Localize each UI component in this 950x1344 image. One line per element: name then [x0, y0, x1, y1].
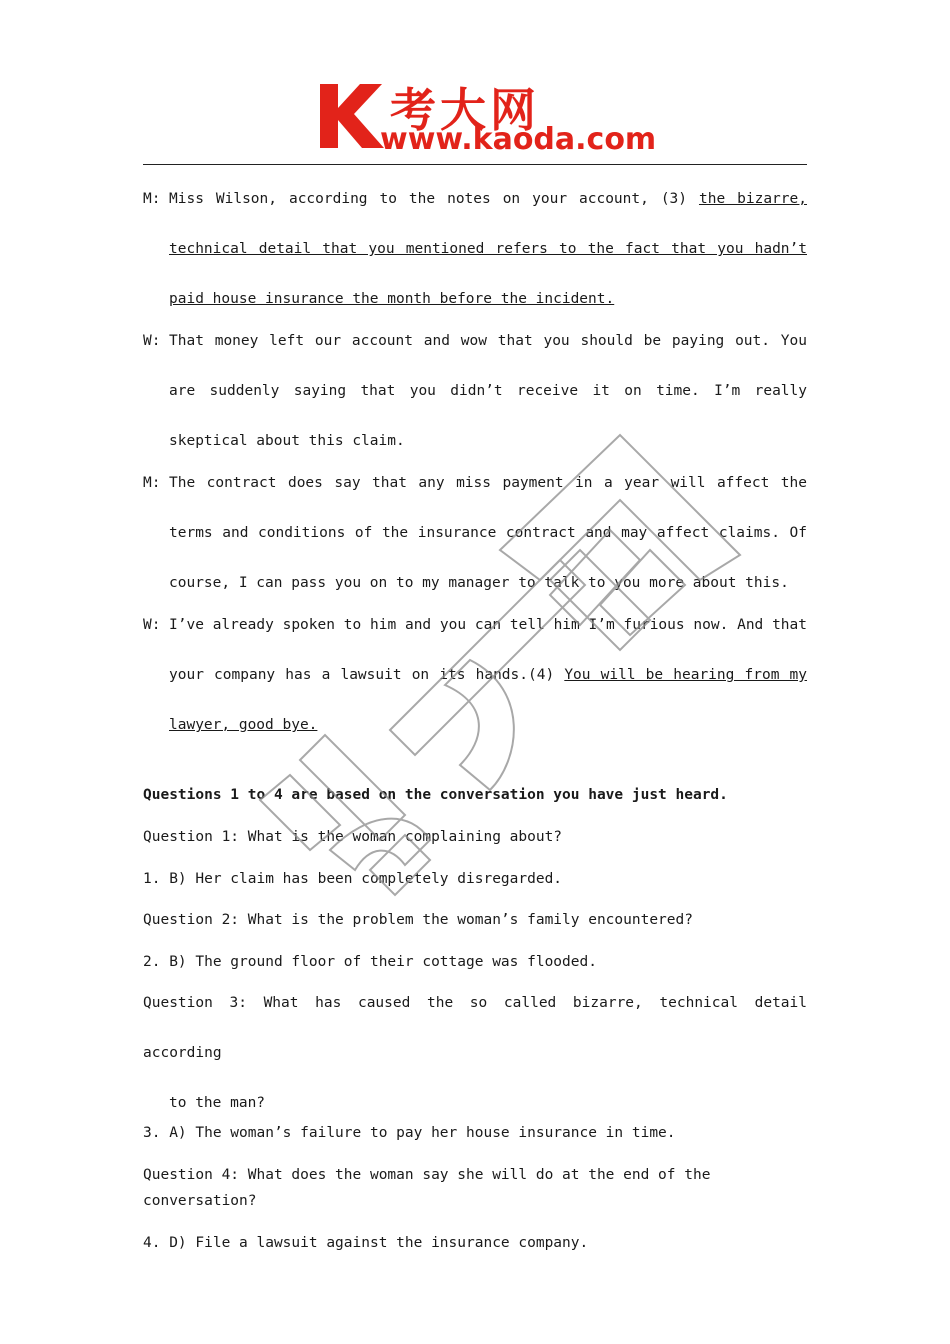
logo-chinese-text: 考大网 — [390, 83, 540, 137]
dialog-text: The contract does say that any miss payment in a year will affect the terms and conditions of the insurance contract and may affect claims. Of course, I can pass you on to my manager to talk to you more about this. — [169, 475, 807, 591]
dialog-turn — [143, 174, 807, 324]
logo-url-text: www.kaoda.com — [380, 122, 657, 157]
dialog-turn — [143, 458, 807, 608]
question-2: Question 2: What is the problem the woman’s family encountered? — [143, 912, 693, 929]
underlined-answer: the bizarre, technical detail that you mentioned refers to the fact that you hadn’t paid house insurance the month before the incident. — [169, 191, 807, 307]
questions-section — [143, 782, 807, 1271]
answer-1: 1. B) Her claim has been completely disregarded. — [143, 870, 563, 887]
kaoda-logo — [318, 78, 657, 160]
answer-2: 2. B) The ground floor of their cottage was flooded. — [143, 953, 597, 970]
speaker-label: W: — [143, 333, 161, 349]
answer-4: 4. D) File a lawsuit against the insurance company. — [143, 1234, 589, 1251]
question-1: Question 1: What is the woman complaining about? — [143, 829, 563, 845]
speaker-label: M: — [143, 191, 161, 207]
question-4: Question 4: What does the woman say she will do at the end of the conversation? — [143, 1166, 711, 1209]
questions-heading: Questions 1 to 4 are based on the conversation you have just heard. — [143, 787, 728, 803]
dialog-turn — [143, 600, 807, 750]
header-divider — [143, 164, 807, 165]
dialog-text: Miss Wilson, according to the notes on your account, (3) — [169, 191, 699, 207]
speaker-label: M: — [143, 475, 161, 491]
k-logo-icon — [318, 78, 388, 150]
question-3-line-2: to the man? — [169, 1095, 266, 1112]
conversation-transcript — [143, 174, 807, 742]
question-3-line-1: Question 3: What has caused the so called bizarre, technical detail according — [143, 995, 807, 1062]
underlined-answer: You will be hearing from my lawyer, good bye. — [169, 667, 808, 733]
dialog-text: That money left our account and wow that you should be paying out. You are suddenly saying that you didn’t receive it on time. I’m really skeptical about this claim. — [169, 333, 807, 449]
dialog-turn — [143, 316, 807, 466]
dialog-text: I’ve already spoken to him and you can tell him I’m furious now. And that your company has a lawsuit on its hands.(4) — [169, 617, 807, 683]
question-3 — [143, 978, 807, 1128]
speaker-label: W: — [143, 617, 161, 633]
answer-3: 3. A) The woman’s failure to pay her house insurance in time. — [143, 1125, 676, 1142]
